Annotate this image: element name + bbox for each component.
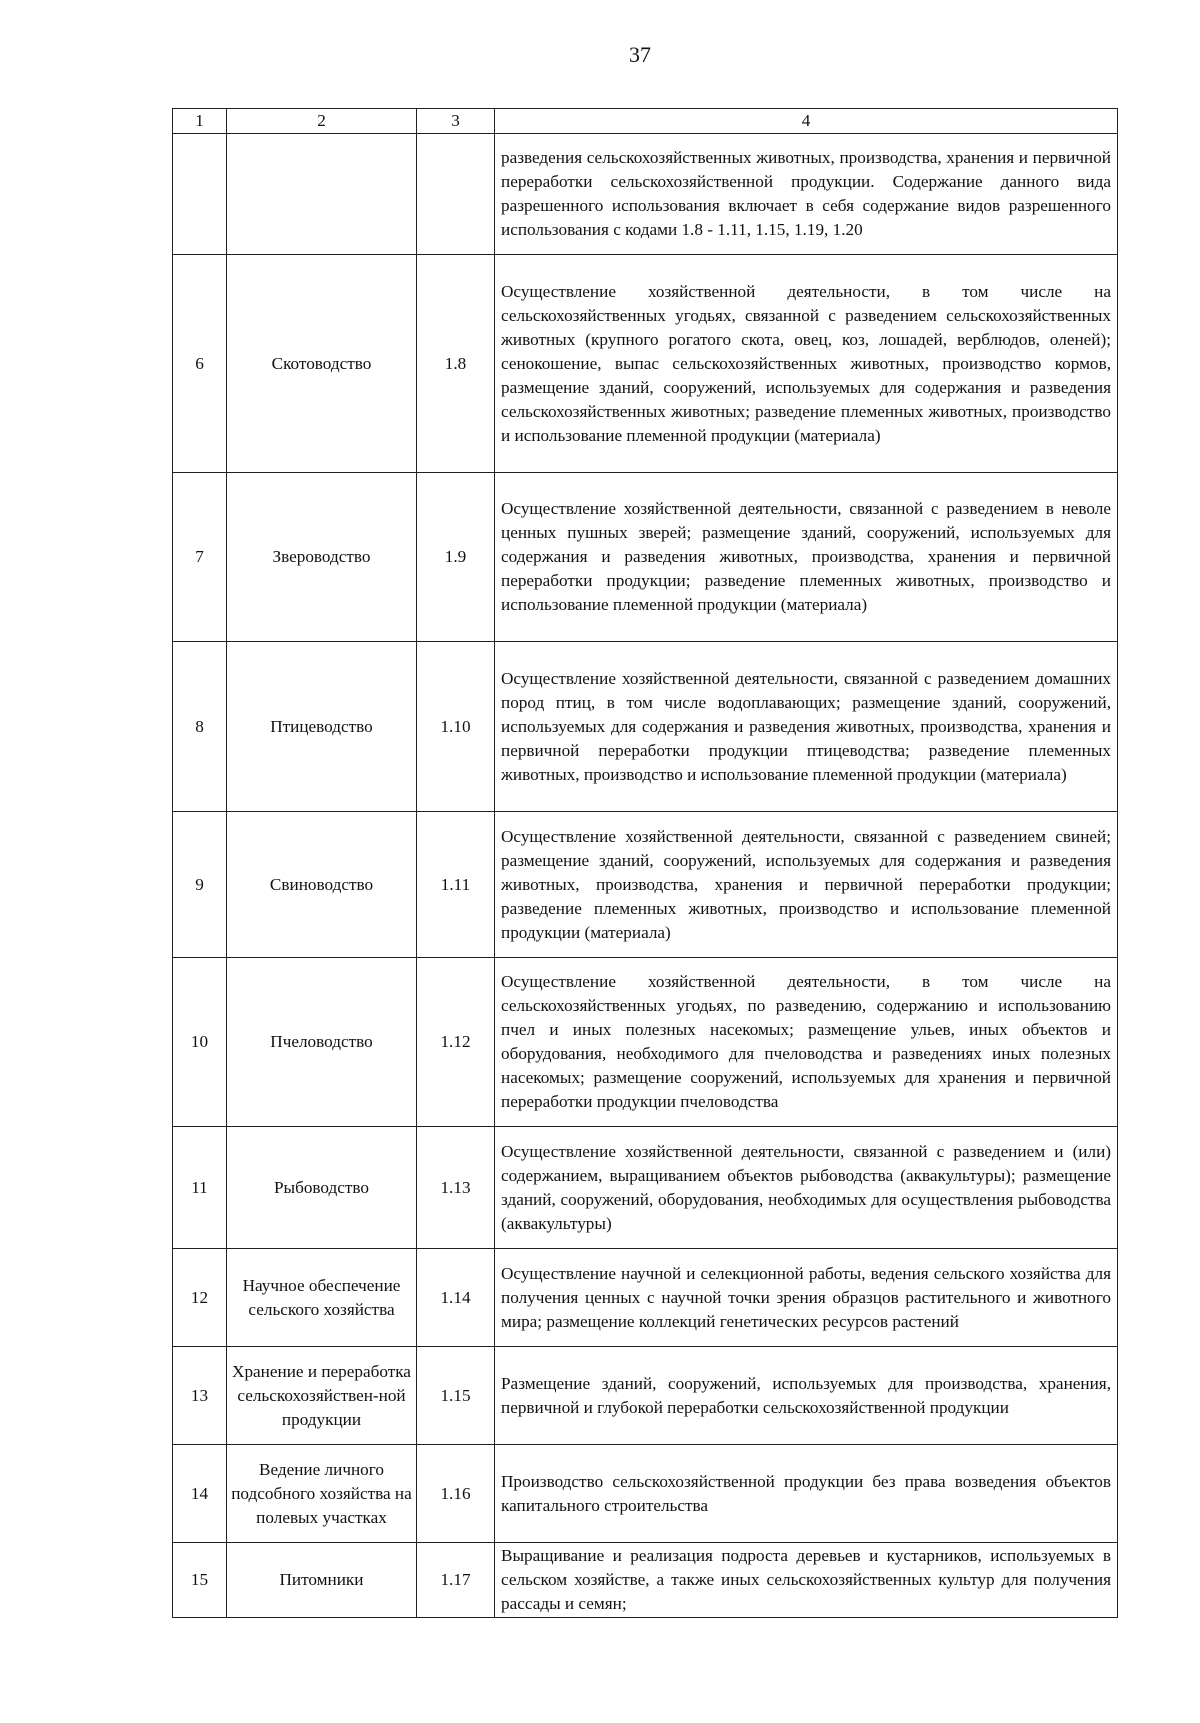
table-row bbox=[173, 255, 1118, 473]
row-name: Научное обеспечение сельского хозяйства bbox=[227, 1249, 417, 1347]
row-name: Звероводство bbox=[227, 473, 417, 642]
page-number: 37 bbox=[629, 42, 651, 67]
row-code: 1.9 bbox=[417, 473, 495, 642]
row-number: 12 bbox=[173, 1249, 227, 1347]
row-number: 7 bbox=[173, 473, 227, 642]
row-name: Птицеводство bbox=[227, 642, 417, 812]
column-header-code: 3 bbox=[417, 109, 495, 134]
land-use-table bbox=[172, 108, 1118, 1618]
row-description: Осуществление научной и селекционной работы, ведения сельского хозяйства для получения ценных с научной точки зрения образцов растительного и животного мира; размещение коллекций генетических ресурсов растений bbox=[495, 1249, 1118, 1347]
row-name: Рыбоводство bbox=[227, 1127, 417, 1249]
row-code: 1.10 bbox=[417, 642, 495, 812]
row-number: 6 bbox=[173, 255, 227, 473]
row-number: 11 bbox=[173, 1127, 227, 1249]
table-row bbox=[173, 642, 1118, 812]
row-description: Размещение зданий, сооружений, используемых для производства, хранения, первичной и глубокой переработки сельскохозяйственной продукции bbox=[495, 1347, 1118, 1445]
row-description: Осуществление хозяйственной деятельности, связанной с разведением и (или) содержанием, выращиванием объектов рыбоводства (аквакультуры); размещение зданий, сооружений, оборудования, необходимых для осуществления рыбоводства (аквакультуры) bbox=[495, 1127, 1118, 1249]
row-description: Осуществление хозяйственной деятельности, связанной с разведением свиней; размещение зданий, сооружений, используемых для содержания и разведения животных, производства, хранения и первичной переработки продукции; разведение племенных животных, производство и использование племенной продукции (материала) bbox=[495, 812, 1118, 958]
row-name: Питомники bbox=[227, 1543, 417, 1618]
table-row bbox=[173, 1543, 1118, 1618]
row-number: 15 bbox=[173, 1543, 227, 1618]
row-name: Пчеловодство bbox=[227, 958, 417, 1127]
row-number: 9 bbox=[173, 812, 227, 958]
column-header-name: 2 bbox=[227, 109, 417, 134]
table-row bbox=[173, 473, 1118, 642]
row-code: 1.17 bbox=[417, 1543, 495, 1618]
row-description: Осуществление хозяйственной деятельности, в том числе на сельскохозяйственных угодьях, по разведению, содержанию и использованию пчел и иных полезных насекомых; размещение ульев, иных объектов и оборудования, необходимого для пчеловодства и разведениях иных полезных насекомых; размещение сооружений, используемых для хранения и первичной переработки продукции пчеловодства bbox=[495, 958, 1118, 1127]
row-code: 1.13 bbox=[417, 1127, 495, 1249]
row-code: 1.16 bbox=[417, 1445, 495, 1543]
column-header-number: 1 bbox=[173, 109, 227, 134]
row-name: Свиноводство bbox=[227, 812, 417, 958]
row-description: Осуществление хозяйственной деятельности, в том числе на сельскохозяйственных угодьях, связанной с разведением сельскохозяйственных животных (крупного рогатого скота, овец, коз, лошадей, верблюдов, оленей); сенокошение, выпас сельскохозяйственных животных, производство кормов, размещение зданий, сооружений, используемых для содержания и разведения сельскохозяйственных животных; разведение племенных животных, производство и использование племенной продукции (материала) bbox=[495, 255, 1118, 473]
continuation-description: разведения сельскохозяйственных животных, производства, хранения и первичной переработки сельскохозяйственной продукции. Содержание данного вида разрешенного использования включает в себя содержание видов разрешенного использования с кодами 1.8 - 1.11, 1.15, 1.19, 1.20 bbox=[495, 134, 1118, 255]
row-code: 1.15 bbox=[417, 1347, 495, 1445]
table-row bbox=[173, 1249, 1118, 1347]
row-name: Скотоводство bbox=[227, 255, 417, 473]
table-header-row bbox=[173, 109, 1118, 134]
row-description: Осуществление хозяйственной деятельности, связанной с разведением домашних пород птиц, в том числе водоплавающих; размещение зданий, сооружений, используемых для содержания и разведения животных, производства, хранения и первичной переработки продукции птицеводства; разведение племенных животных, производство и использование племенной продукции (материала) bbox=[495, 642, 1118, 812]
row-description: Производство сельскохозяйственной продукции без права возведения объектов капитального строительства bbox=[495, 1445, 1118, 1543]
table-row-continuation bbox=[173, 134, 1118, 255]
table-row bbox=[173, 1127, 1118, 1249]
row-code: 1.14 bbox=[417, 1249, 495, 1347]
row-code: 1.11 bbox=[417, 812, 495, 958]
row-description: Выращивание и реализация подроста деревьев и кустарников, используемых в сельском хозяйстве, а также иных сельскохозяйственных культур для получения рассады и семян; bbox=[495, 1543, 1118, 1618]
row-code: 1.12 bbox=[417, 958, 495, 1127]
row-description: Осуществление хозяйственной деятельности, связанной с разведением в неволе ценных пушных зверей; размещение зданий, сооружений, используемых для содержания и разведения животных, производства, хранения и первичной переработки продукции; разведение племенных животных, производство и использование племенной продукции (материала) bbox=[495, 473, 1118, 642]
column-header-description: 4 bbox=[495, 109, 1118, 134]
row-code: 1.8 bbox=[417, 255, 495, 473]
row-name: Ведение личного подсобного хозяйства на полевых участках bbox=[227, 1445, 417, 1543]
table-row bbox=[173, 958, 1118, 1127]
table-row bbox=[173, 1445, 1118, 1543]
table-row bbox=[173, 1347, 1118, 1445]
table-row bbox=[173, 812, 1118, 958]
row-name: Хранение и переработка сельскохозяйствен-ной продукции bbox=[227, 1347, 417, 1445]
row-number: 10 bbox=[173, 958, 227, 1127]
row-number: 14 bbox=[173, 1445, 227, 1543]
row-number: 13 bbox=[173, 1347, 227, 1445]
row-number: 8 bbox=[173, 642, 227, 812]
